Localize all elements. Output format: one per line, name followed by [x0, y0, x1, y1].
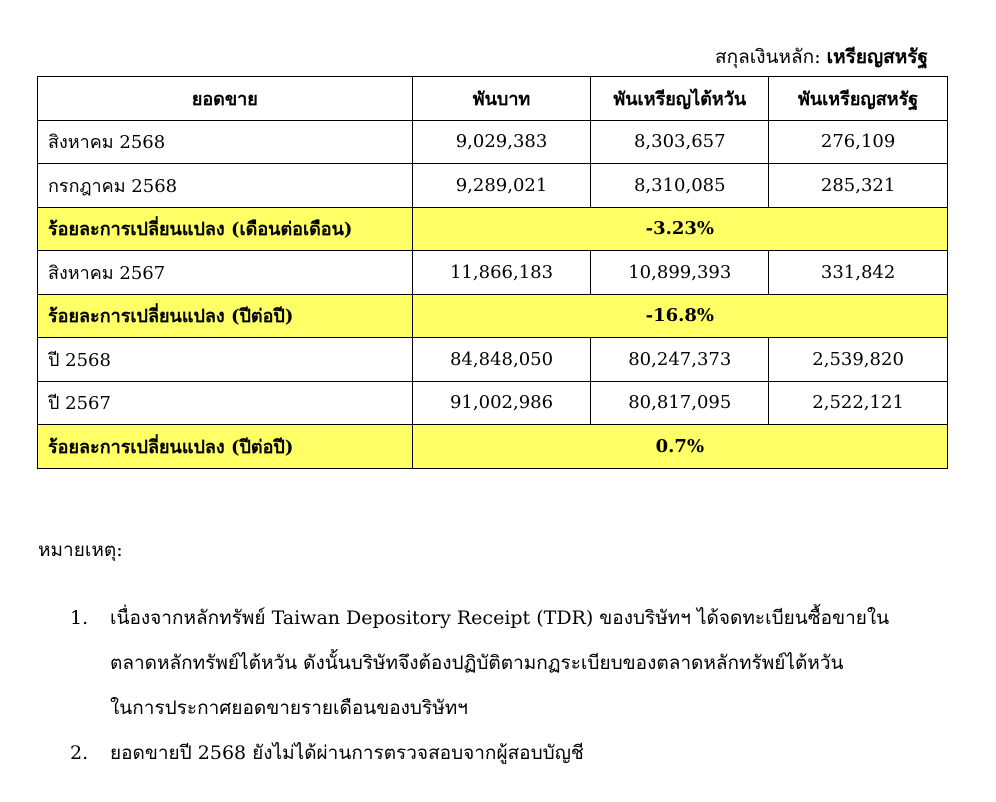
- cell-usd: 285,321: [769, 164, 948, 208]
- cell-usd: 2,522,121: [769, 381, 948, 425]
- table-row-change-yoy-annual: [38, 425, 948, 469]
- cell-percent-change: -16.8%: [412, 294, 947, 338]
- cell-percent-change: 0.7%: [412, 425, 947, 469]
- currency-label: สกุลเงินหลัก:: [715, 46, 827, 68]
- note-line: ในการประกาศยอดขายรายเดือนของบริษัทฯ: [110, 697, 468, 719]
- table-row: [38, 120, 948, 164]
- currency-line: [715, 42, 928, 72]
- cell-twd: 10,899,393: [591, 251, 769, 295]
- note-number: 1.: [70, 607, 89, 629]
- table-row: [38, 381, 948, 425]
- row-label: ปี 2567: [38, 381, 413, 425]
- table-row: [38, 251, 948, 295]
- table-row-change-mom: [38, 207, 948, 251]
- table-row: [38, 338, 948, 382]
- column-header-sales: ยอดขาย: [38, 77, 413, 121]
- row-label: ร้อยละการเปลี่ยนแปลง (ปีต่อปี): [38, 294, 413, 338]
- row-label: กรกฎาคม 2568: [38, 164, 413, 208]
- notes-title: หมายเหตุ:: [38, 539, 123, 561]
- row-label: ร้อยละการเปลี่ยนแปลง (ปีต่อปี): [38, 425, 413, 469]
- cell-usd: 276,109: [769, 120, 948, 164]
- cell-twd: 8,303,657: [591, 120, 769, 164]
- cell-thb: 9,289,021: [412, 164, 591, 208]
- cell-thb: 11,866,183: [412, 251, 591, 295]
- cell-usd: 331,842: [769, 251, 948, 295]
- cell-usd: 2,539,820: [769, 338, 948, 382]
- cell-twd: 80,817,095: [591, 381, 769, 425]
- note-text: [110, 731, 930, 776]
- note-line: ตลาดหลักทรัพย์ไต้หวัน ดังนั้นบริษัทจึงต้องปฏิบัติตามกฏระเบียบของตลาดหลักทรัพย์ไต้หวัน: [110, 652, 844, 674]
- row-label: สิงหาคม 2567: [38, 251, 413, 295]
- row-label: สิงหาคม 2568: [38, 120, 413, 164]
- row-label: ร้อยละการเปลี่ยนแปลง (เดือนต่อเดือน): [38, 207, 413, 251]
- cell-twd: 8,310,085: [591, 164, 769, 208]
- column-header-usd: พันเหรียญสหรัฐ: [769, 77, 948, 121]
- sales-table: [37, 76, 948, 469]
- note-item: [70, 731, 930, 776]
- column-header-twd: พันเหรียญไต้หวัน: [591, 77, 769, 121]
- note-number: 2.: [70, 742, 89, 764]
- note-item: [70, 596, 930, 731]
- currency-value: เหรียญสหรัฐ: [826, 46, 928, 68]
- row-label: ปี 2568: [38, 338, 413, 382]
- note-text: [110, 596, 930, 731]
- cell-percent-change: -3.23%: [412, 207, 947, 251]
- table-header-row: [38, 77, 948, 121]
- note-line: ยอดขายปี 2568 ยังไม่ได้ผ่านการตรวจสอบจากผู้สอบบัญชี: [110, 742, 584, 764]
- cell-thb: 9,029,383: [412, 120, 591, 164]
- cell-thb: 91,002,986: [412, 381, 591, 425]
- note-line: เนื่องจากหลักทรัพย์ Taiwan Depository Receipt (TDR) ของบริษัทฯ ได้จดทะเบียนซื้อขายใน: [110, 607, 890, 629]
- cell-thb: 84,848,050: [412, 338, 591, 382]
- column-header-thb: พันบาท: [412, 77, 591, 121]
- table-row: [38, 164, 948, 208]
- notes-list: [70, 596, 930, 776]
- table-row-change-yoy: [38, 294, 948, 338]
- cell-twd: 80,247,373: [591, 338, 769, 382]
